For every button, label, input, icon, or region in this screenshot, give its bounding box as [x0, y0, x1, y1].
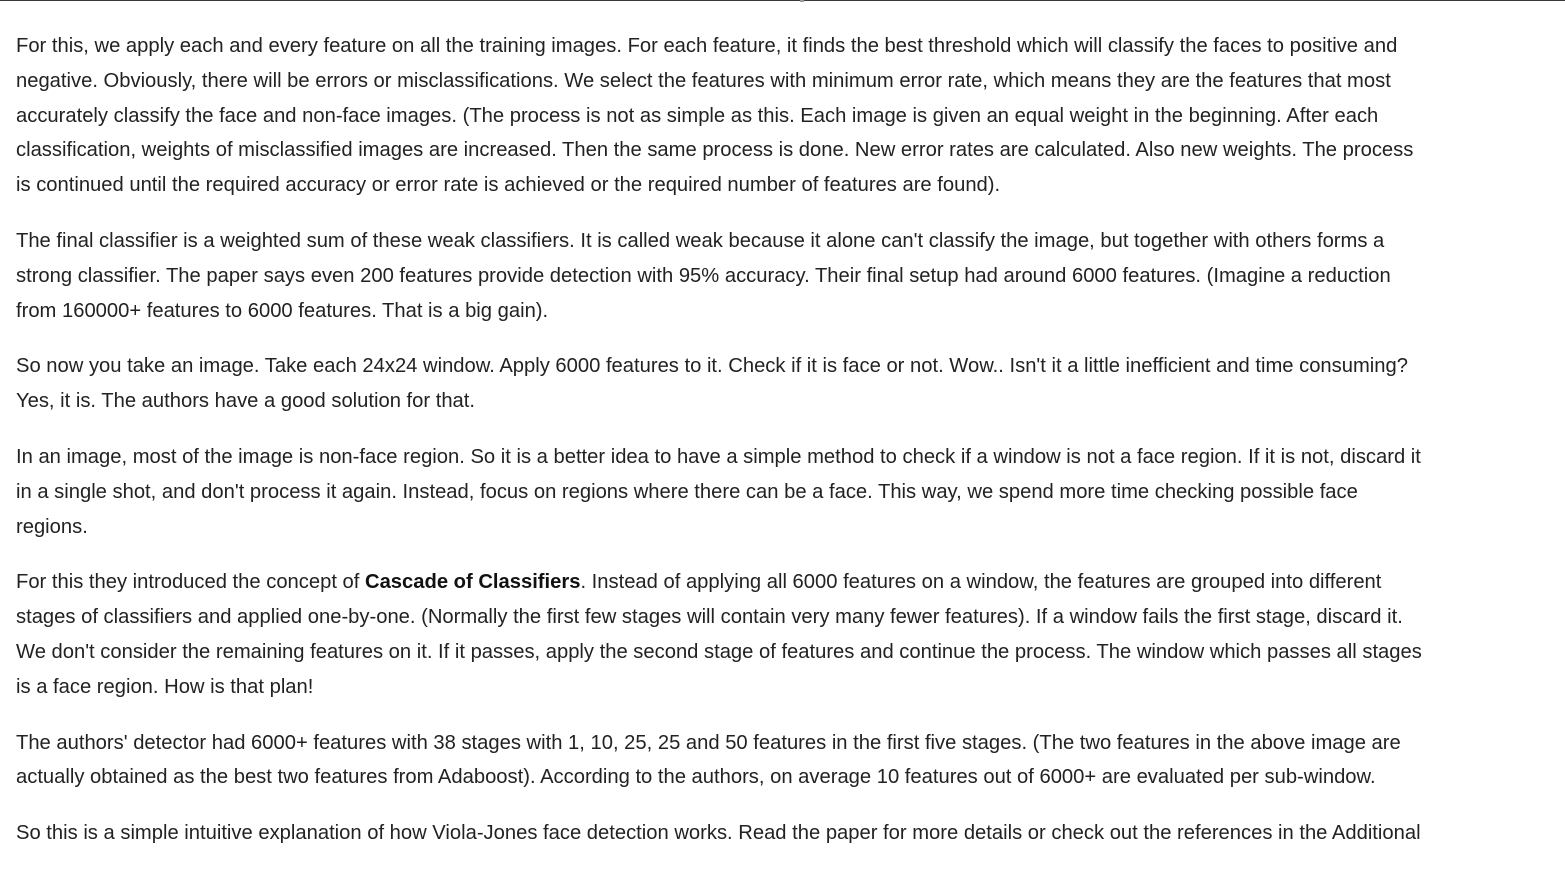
text-run: . Instead of applying all 6000 features on a window, the features are grouped into different: [580, 571, 1382, 594]
top-divider: [0, 0, 1565, 1]
paragraph-non-face-region: [16, 440, 1561, 544]
text-line: in a single shot, and don't process it again. Instead, focus on regions where there can be a face. This way, we spend more time checking possible face: [16, 480, 1358, 503]
text-line: So this is a simple intuitive explanation of how Viola-Jones face detection works. Read the paper for more details or check out the references in the Additional: [16, 822, 1421, 845]
paragraph-window-inefficiency: [16, 349, 1561, 419]
text-line: The final classifier is a weighted sum of these weak classifiers. It is called weak because it alone can't classify the image, but together with others forms a: [16, 229, 1385, 252]
text-line: classification, weights of misclassified images are increased. Then the same process is done. New error rates are calculated. Also new weights. The process: [16, 139, 1414, 162]
bold-term: Cascade of Classifiers: [365, 571, 581, 594]
text-line: strong classifier. The paper says even 200 features provide detection with 95% accuracy. Their final setup had around 6000 features. (Imagine a reduction: [16, 264, 1391, 287]
text-line: is continued until the required accuracy or error rate is achieved or the required number of features are found).: [16, 174, 1001, 197]
text-line: We don't consider the remaining features on it. If it passes, apply the second stage of features and continue the process. The window which passes all stages: [16, 640, 1422, 663]
text-line: The authors' detector had 6000+ features with 38 stages with 1, 10, 25, 25 and 50 features in the first five stages. (The two features in the above image are: [16, 731, 1401, 754]
text-line: [16, 565, 1561, 600]
text-line: So now you take an image. Take each 24x24 window. Apply 6000 features to it. Check if it is face or not. Wow.. Isn't it a little inefficient and time consuming?: [16, 355, 1408, 378]
text-line: Yes, it is. The authors have a good solution for that.: [16, 390, 475, 413]
paragraph-final-classifier: [16, 224, 1561, 328]
text-line: negative. Obviously, there will be errors or misclassifications. We select the features with minimum error rate, which means they are the features that most: [16, 69, 1391, 92]
paragraph-summary: [16, 816, 1561, 851]
text-line: from 160000+ features to 6000 features. That is a big gain).: [16, 299, 549, 322]
text-line: accurately classify the face and non-face images. (The process is not as simple as this. Each image is given an equal weight in the beginning. After each: [16, 104, 1379, 127]
text-line: regions.: [16, 515, 88, 538]
text-line: stages of classifiers and applied one-by-one. (Normally the first few stages will contain very many fewer features). If a window fails the first stage, discard it.: [16, 606, 1403, 629]
text-run: For this they introduced the concept of: [16, 571, 365, 594]
paragraph-training-features: [16, 29, 1561, 203]
paragraph-detector-stages: [16, 726, 1561, 796]
text-line: actually obtained as the best two features from Adaboost). According to the authors, on average 10 features out of 6000+ are evaluated per sub-window.: [16, 766, 1376, 789]
article-body: [16, 29, 1561, 872]
top-divider-mark: [800, 0, 804, 2]
text-line: For this, we apply each and every feature on all the training images. For each feature, it finds the best threshold which will classify the faces to positive and: [16, 35, 1398, 57]
text-line: is a face region. How is that plan!: [16, 675, 314, 698]
paragraph-cascade-of-classifiers: [16, 565, 1561, 704]
text-line: In an image, most of the image is non-face region. So it is a better idea to have a simple method to check if a window is not a face region. If it is not, discard it: [16, 445, 1421, 468]
